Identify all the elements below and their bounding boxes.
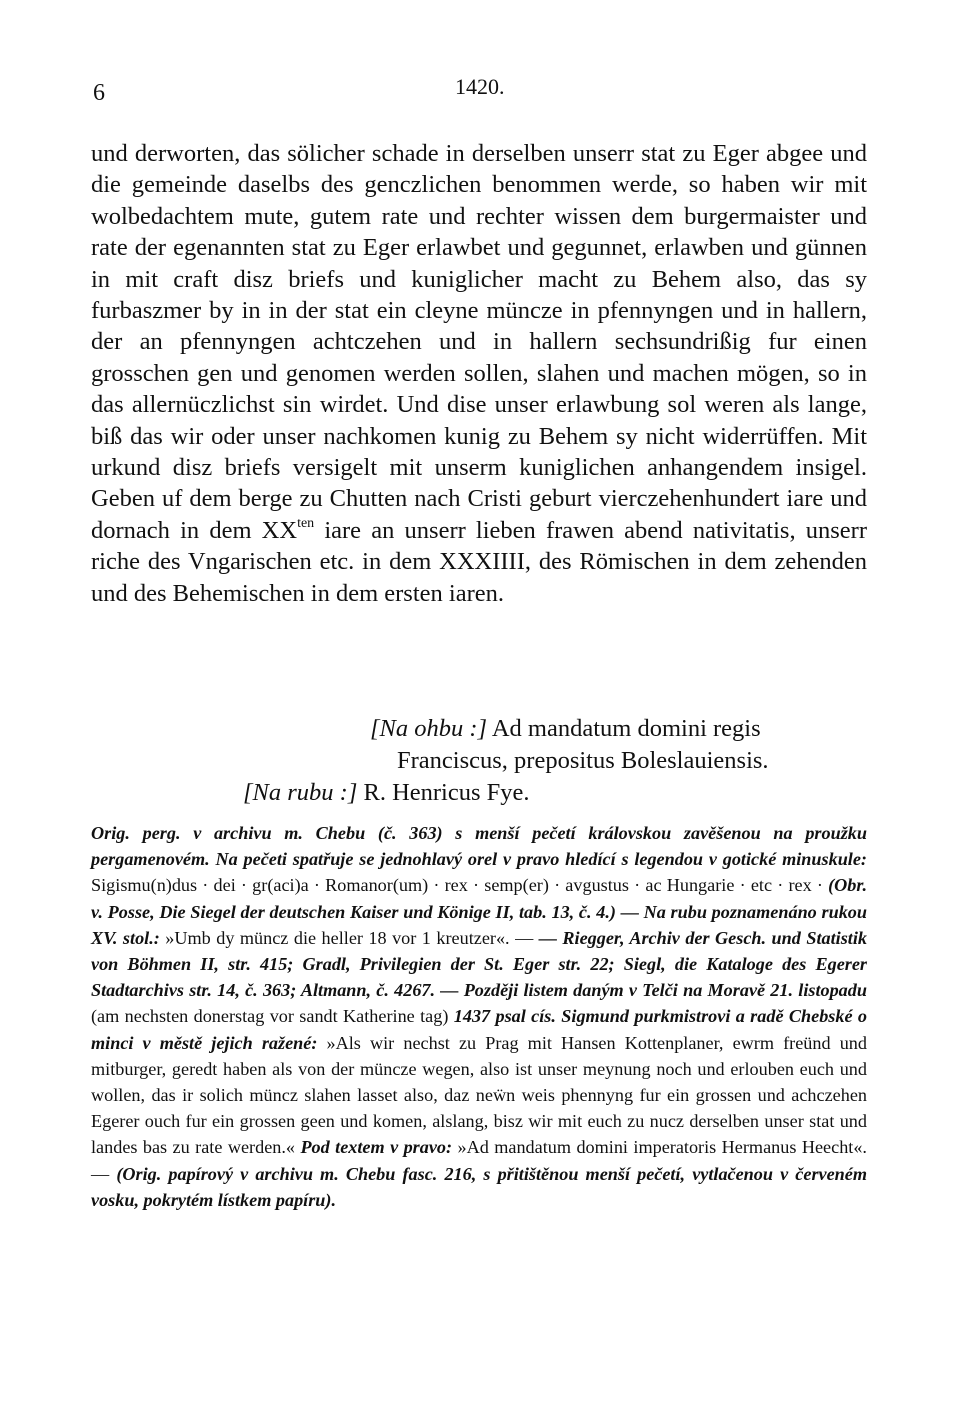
note-segment: »Umb dy müncz die heller 18 vor 1 kreutzer«. — <box>165 927 539 948</box>
signature-line-1 <box>370 715 761 743</box>
editorial-notes <box>91 820 867 1213</box>
signature-mandate: Ad mandatum domini regis <box>491 715 761 742</box>
signature-registrar: R. Henricus Fye. <box>363 779 530 806</box>
note-segment: (am nechsten donerstag vor sandt Katherine tag) <box>91 1006 454 1027</box>
note-segment: (Obr. v. Posse, Die Siegel der deutschen Kaiser und Könige II, tab. 13, č. 4.) — Na rubu poznamenáno rukou XV. stol.: <box>91 875 867 948</box>
note-segment: Orig. perg. v archivu m. Chebu (č. 363) s menší pečetí královskou zavěšenou na proužku pergamenovém. Na pečeti spatřuje se jednohlavý orel v pravo hledící s legendou v gotické minuskule: <box>91 823 867 870</box>
note-segment: Pod textem v pravo: <box>300 1137 458 1158</box>
note-segment: 1437 psal cís. Sigmund purkmistrovi a radě Chebské o minci v městě jejich ražené: <box>91 1006 867 1053</box>
note-segment: »Ad mandatum domini imperatoris Hermanus Heecht«. — <box>91 1137 867 1184</box>
charter-text-end: iare an unserr lieben frawen abend nativitatis, unserr riche des Vngarischen etc. in dem XXXIIII, des Römischen in dem zehenden und des Behemischen in dem ersten iaren. <box>91 516 867 607</box>
signature-bracket-recto: [Na ohbu :] <box>370 715 488 742</box>
charter-text-main: und derworten, das sölicher schade in derselben unserr stat zu Eger abgee und die gemeinde daselbs des genczlichen benommen werde, so haben wir mit wolbedachtem mute, gutem rate und rechter wissen dem burgermaister und rate der egenannten stat zu Eger erlawbet und gegunnet, erlawben und günnen in mit craft disz briefs und kuniglicher macht zu Behem also, das sy furbaszmer by in in der stat ein cleyne müncze in pfennyngen und in hallern, der an pfennyngen achtczehen und in hallern sechsundrißig fur einen grosschen gen und genomen werden sollen, slahen und machen mögen, so in das allernüczlichst sin wirdet. Und dise unser erlawbung sol weren als lange, biß das wir oder unser nachkomen kunig zu Behem sy nicht widerrüffen. Mit urkund disz briefs versigelt mit unserm kuniglichen anhangendem insigel. Geben uf dem berge zu Chutten nach Cristi geburt vierczehenhundert iare und dornach in dem XX <box>91 140 867 544</box>
note-segment: Sigismu(n)dus · dei · gr(aci)a · Romanor(um) · rex · semp(er) · avgustus · ac Hungarie · etc · rex · <box>91 875 829 896</box>
page-number: 6 <box>93 80 105 106</box>
signature-chancellor: Franciscus, prepositus Boleslauiensis. <box>397 747 769 774</box>
charter-text-superscript: ten <box>297 515 315 531</box>
charter-text <box>91 138 867 609</box>
year-heading: 1420. <box>455 74 505 99</box>
note-segment: »Als wir nechst zu Prag mit Hansen Kottenplaner, ewrm freünd und mitburger, geredt haben als von der müncze wegen, also ist unser meynung noch und erlouben euch und wollen, das ir solich müncz slahen lasset also, daz neẅn weis phennyng fur ein grossen und achczehen Egerer ouch fur ein grossen geen und komen, alslang, bisz wir mit euch zu nucz derselben unser stat und landes bas zu rate werden.« <box>91 1032 867 1158</box>
signature-line-2 <box>397 747 769 775</box>
signature-bracket-verso: [Na rubu :] <box>243 779 358 806</box>
note-segment: — Riegger, Archiv der Gesch. und Statistik von Böhmen II, str. 415; Gradl, Privilegien der St. Eger str. 22; Siegl, die Kataloge des Egerer Stadtarchivs str. 14, č. 363; Altmann, č. 4267. — Později listem daným v Telči na Moravě 21. listopadu <box>91 927 867 1001</box>
signature-line-3 <box>243 779 530 807</box>
note-segment: (Orig. papírový v archivu m. Chebu fasc. 216, s přitištěnou menší pečetí, vytlačenou v červeném vosku, pokrytém lístkem papíru). <box>91 1163 868 1210</box>
